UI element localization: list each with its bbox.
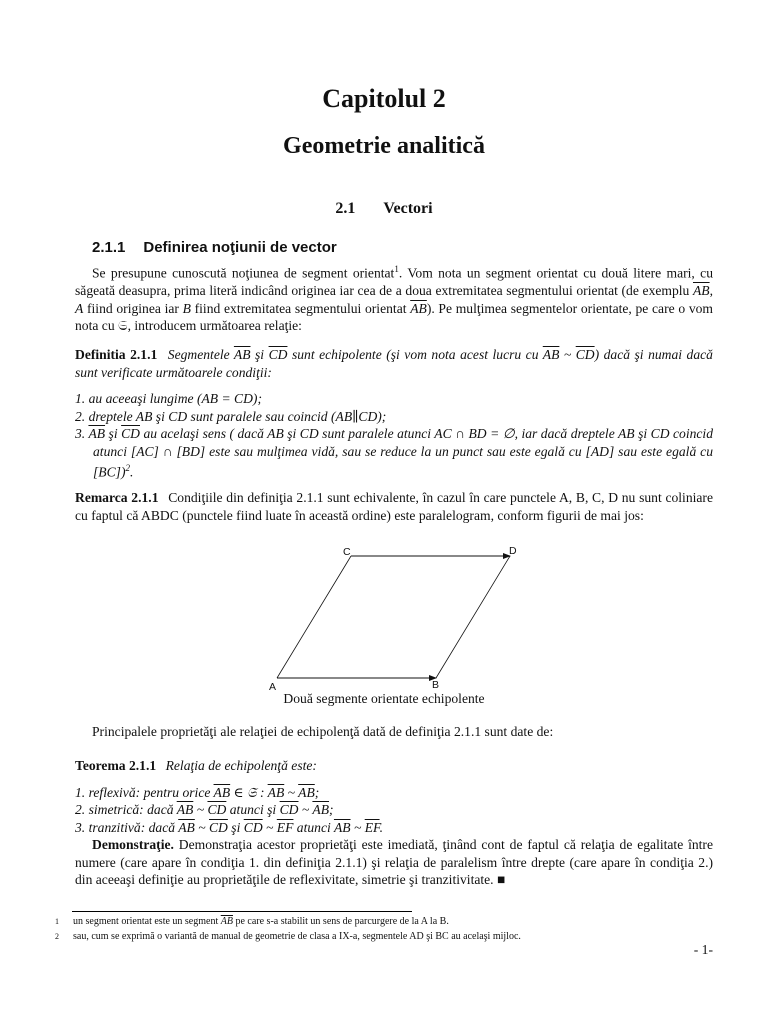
subsection-title: Definirea noţiunii de vector: [143, 239, 337, 256]
point-label-b: B: [432, 679, 440, 691]
footnote-separator: [72, 911, 412, 912]
condition-2: 2. dreptele AB şi CD sunt paralele sau coincid (AB∥CD);: [75, 408, 387, 424]
footnote-ref-1[interactable]: 1: [394, 264, 399, 274]
proof-label: Demonstraţie.: [92, 837, 174, 852]
theorem-statement: [75, 757, 713, 775]
property-reflexive: 1. reflexivă: pentru orice $\overline{AB}$ ∈ 𝔖 : $\overline{AB}$ ~ $\overline{AB}$;: [75, 784, 320, 800]
parallelogram-figure: [250, 540, 540, 692]
intro-paragraph: Se presupune cunoscută noţiunea de segment orientat$^1$. Vom nota un segment orientat cu două litere mari, cu săgeată deasupra, prima literă indicând originea iar cea de a doua extremitatea segmentului orientat (de exemplu $\overline{AB}$, A fiind originea iar B fiind extremitatea segmentului orientat $\overline{AB}$). Pe mulţimea segmentelor orientate, pe care o vom nota cu 𝔖, introducem următoarea relaţie:: [75, 264, 713, 334]
theorem-block: [75, 757, 713, 889]
chapter-subtitle: Geometrie analitică: [283, 133, 485, 159]
section-number: 2.1: [335, 200, 356, 217]
theorem-properties: [75, 784, 713, 837]
chapter-title: Capitolul 2: [322, 84, 446, 113]
subsection-number: 2.1.1: [92, 239, 126, 256]
page-number: - 1-: [693, 942, 713, 957]
footnote-ref-2[interactable]: 2: [125, 463, 130, 473]
proof-paragraph: [75, 836, 713, 889]
definition-label: Definitia 2.1.1: [75, 347, 158, 362]
point-label-d: D: [509, 545, 517, 557]
remark-label: Remarca 2.1.1: [75, 490, 159, 505]
proof-text: Demonstraţia acestor proprietăţi este imediată, ţinând cont de faptul că relaţia de egalitate între numere (care apare în condiţia 1. din definiţia 2.1.1) şi relaţia de paralelism între drepte (care apare în condiţia 2.) din aceeaşi definiţie au proprietăţile de reflexivitate, simetrie şi tranzitivitate.: [75, 837, 713, 887]
section-heading: [0, 200, 768, 218]
segment-ac: [277, 556, 351, 678]
footnote-2: 2 sau, cum se exprimă o variantă de manual de geometrie de clasa a IX-a, segmentele AD şi BC au acelaşi mijloc.: [55, 931, 521, 942]
definition-statement: Definitia 2.1.1 Segmentele $\overline{AB}$ şi $\overline{CD}$ sunt echipolente (şi vom nota acest lucru cu $\overline{AB}$ ~ $\overline{CD}$) dacă şi numai dacă sunt verificate următoarele condiţii:: [75, 347, 713, 380]
remark-block: [75, 489, 713, 524]
point-label-c: C: [343, 546, 351, 558]
point-label-a: A: [269, 681, 277, 692]
property-symmetric: 2. simetrică: dacă $\overline{AB}$ ~ $\overline{CD}$ atunci şi $\overline{CD}$ ~ $\overline{AB}$;: [75, 802, 334, 817]
figure-caption: Două segmente orientate echipolente: [283, 691, 485, 706]
footnote-1: 1 un segment orientat este un segment $\overline{AB}$ pe care s-a stabilit un sens de parcurgere de la A la B.: [55, 916, 449, 927]
properties-intro: Principalele proprietăţi ale relaţiei de echipolenţă dată de definiţia 2.1.1 sunt date de:: [92, 724, 554, 739]
segment-bd: [436, 556, 510, 678]
condition-3: 3. $\overline{AB}$ şi $\overline{CD}$ au acelaşi sens ( dacă AB şi CD sunt paralele atunci AC ∩ BD = ∅, iar dacă dreptele AB şi CD coincid atunci [AC] ∩ [BD] este sau mulţimea vidă, sau se reduce la un punct sau este egală cu [AD] sau este egală cu [BC])$^2$.: [75, 426, 714, 480]
theorem-label: Teorema 2.1.1: [75, 758, 157, 773]
subsection-heading: [92, 239, 337, 256]
qed-mark: ■: [497, 872, 506, 887]
remark-text: Condiţiile din definiţia 2.1.1 sunt echivalente, în cazul în care punctele A, B, C, D nu sunt coliniare cu faptul că ABDC (punctele fiind luate în această ordine) este paralelogram, conform figurii de mai jos:: [75, 490, 713, 523]
definition-conditions: [75, 390, 713, 481]
condition-1: 1. au aceeaşi lungime (AB = CD);: [75, 391, 262, 406]
definition-block: [75, 346, 713, 481]
theorem-text: Relaţia de echipolenţă este:: [165, 758, 317, 773]
property-transitive: 3. tranzitivă: dacă $\overline{AB}$ ~ $\overline{CD}$ şi $\overline{CD}$ ~ $\overline{EF}$ atunci $\overline{AB}$ ~ $\overline{EF}$.: [75, 819, 383, 835]
section-title: Vectori: [383, 200, 433, 217]
